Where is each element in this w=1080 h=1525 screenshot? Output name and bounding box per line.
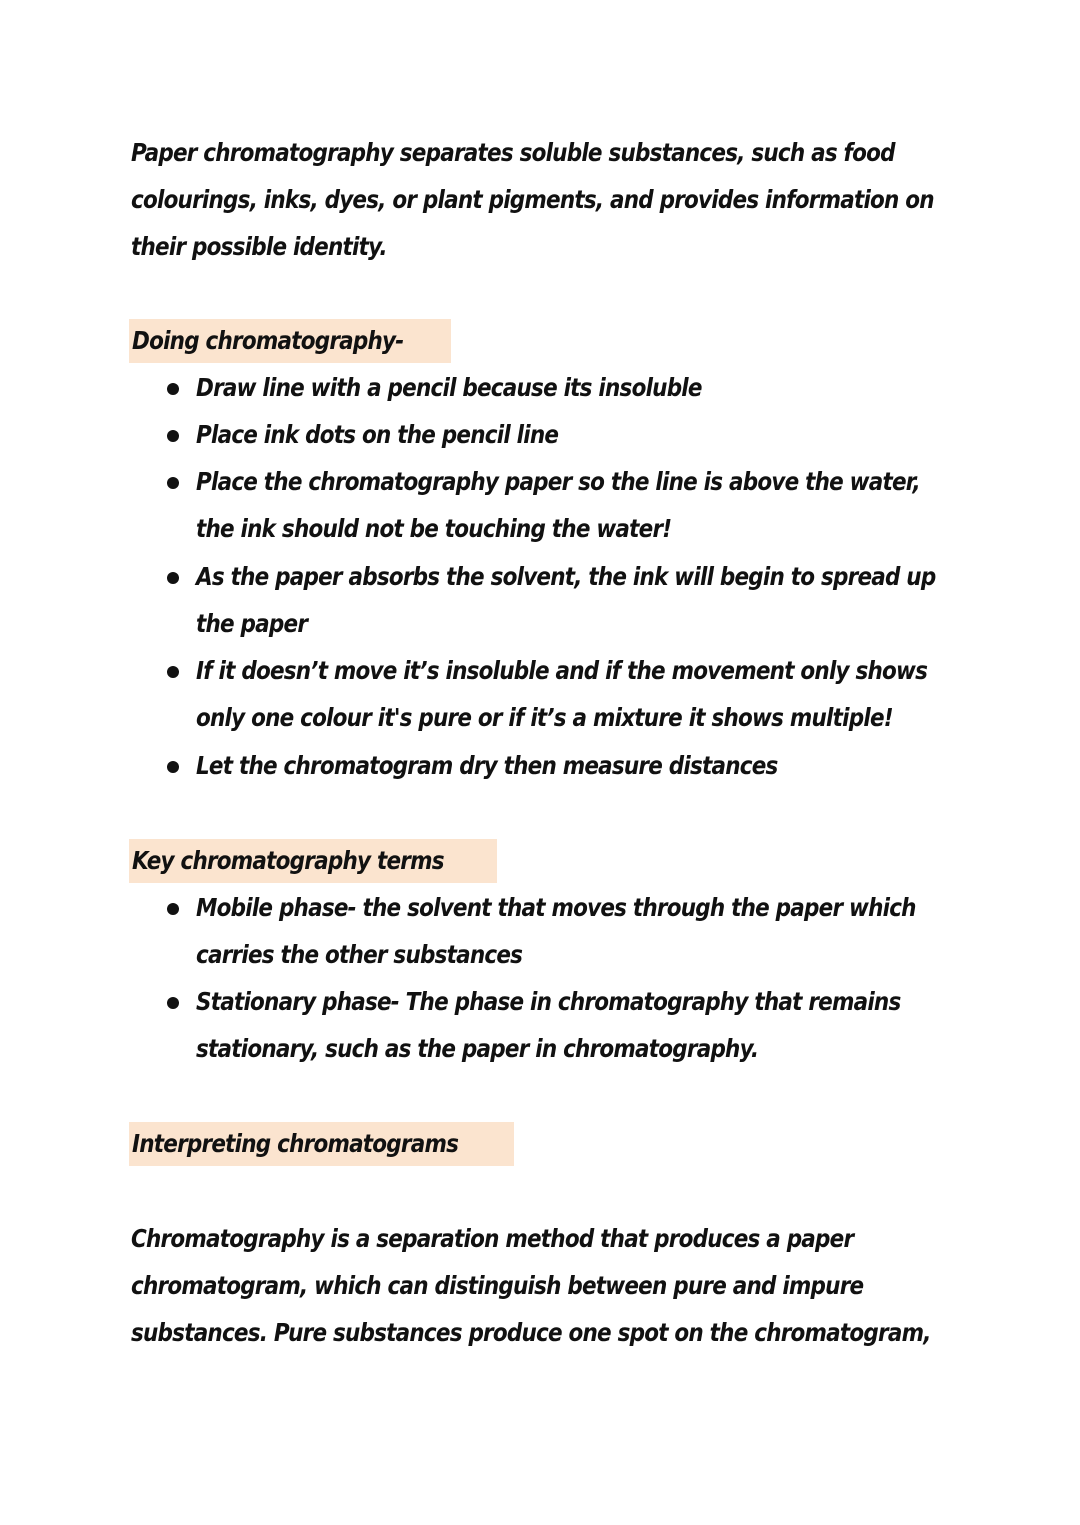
section-heading-text: Key chromatography terms — [132, 846, 444, 875]
bullet-icon — [167, 761, 179, 773]
section-heading — [129, 1122, 514, 1166]
paragraph-line: substances. Pure substances produce one spot on the chromatogram, — [131, 1318, 931, 1347]
bullet-icon — [167, 997, 179, 1009]
list-item-text: Stationary phase- The phase in chromatography that remains — [196, 987, 901, 1016]
bullet-icon — [167, 430, 179, 442]
bullet-icon — [167, 666, 179, 678]
paragraph-line: chromatogram, which can distinguish between pure and impure — [131, 1271, 864, 1300]
section-heading — [129, 319, 451, 363]
list-item-text: the paper — [196, 609, 308, 638]
paragraph-line: Chromatography is a separation method that produces a paper — [131, 1224, 854, 1253]
list-item-text: only one colour it's pure or if it’s a mixture it shows multiple! — [196, 703, 893, 732]
intro-line: their possible identity. — [131, 232, 387, 261]
list-item-text: the ink should not be touching the water! — [196, 514, 672, 543]
list-item-text: Mobile phase- the solvent that moves through the paper which — [196, 893, 916, 922]
bullet-icon — [167, 383, 179, 395]
section-heading — [129, 839, 497, 883]
list-item-text: If it doesn’t move it’s insoluble and if the movement only shows — [196, 656, 928, 685]
bullet-icon — [167, 477, 179, 489]
bullet-icon — [167, 903, 179, 915]
section-heading-text: Interpreting chromatograms — [132, 1129, 459, 1158]
list-item-text: Draw line with a pencil because its insoluble — [196, 373, 702, 402]
list-item-text: Place the chromatography paper so the line is above the water, — [196, 467, 920, 496]
section-heading-text: Doing chromatography- — [132, 326, 404, 355]
list-item-text: stationary, such as the paper in chromatography. — [196, 1034, 759, 1063]
intro-line: Paper chromatography separates soluble substances, such as food — [131, 138, 895, 167]
bullet-icon — [167, 572, 179, 584]
list-item-text: Let the chromatogram dry then measure distances — [196, 751, 778, 780]
list-item-text: As the paper absorbs the solvent, the ink will begin to spread up — [196, 562, 936, 591]
list-item-text: Place ink dots on the pencil line — [196, 420, 559, 449]
list-item-text: carries the other substances — [196, 940, 523, 969]
intro-line: colourings, inks, dyes, or plant pigments, and provides information on — [131, 185, 934, 214]
